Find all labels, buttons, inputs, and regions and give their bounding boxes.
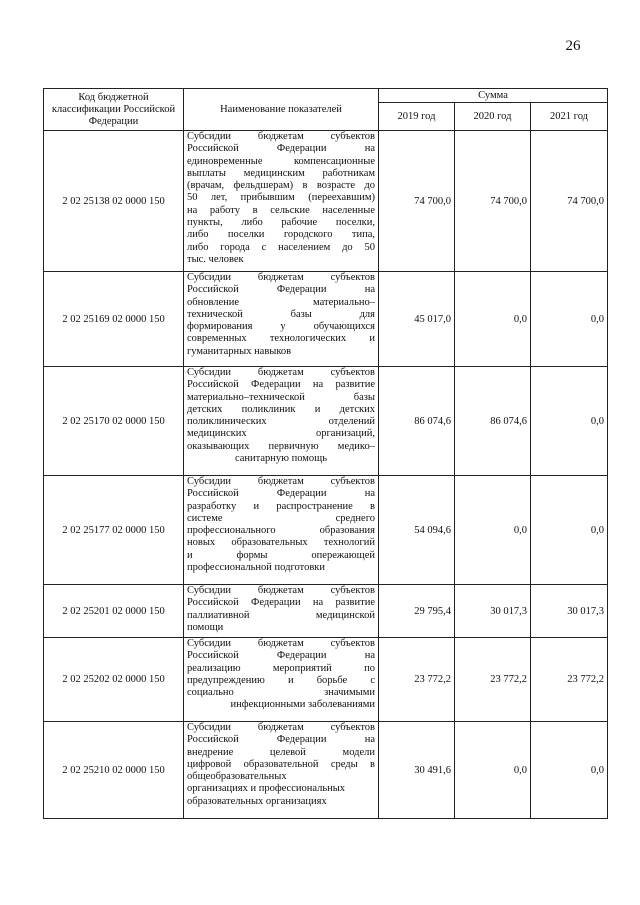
header-year-2021: 2021 год xyxy=(531,103,608,131)
row-name: Субсидии бюджетам субъектов Российской Федерации на единовременные компенсационные выплаты медицинским работникам (врачам, фельдшерам) в возрасте до 50 лет, прибывшим (переехавшим) на работу в сельские населенные пункты, либо рабочие поселки, либо поселки городского типа, либо города с населением до 50 тыс. человек xyxy=(184,131,379,272)
row-name: Субсидии бюджетам субъектов Российской Федерации на разработку и распространение в системе среднего профессионального образования новых образовательных технологий и формы опережающей профессиональной подготовки xyxy=(184,476,379,585)
row-value-2021: 23 772,2 xyxy=(531,638,608,722)
header-name: Наименование показателей xyxy=(184,89,379,131)
row-value-2021: 30 017,3 xyxy=(531,585,608,638)
row-value-2019: 29 795,4 xyxy=(379,585,455,638)
budget-table xyxy=(43,88,608,819)
table-row xyxy=(44,638,608,722)
header-sum: Сумма xyxy=(379,89,608,103)
row-value-2021: 0,0 xyxy=(531,272,608,367)
row-value-2021: 0,0 xyxy=(531,367,608,476)
table-row xyxy=(44,722,608,819)
row-code: 2 02 25138 02 0000 150 xyxy=(44,131,184,272)
row-code: 2 02 25169 02 0000 150 xyxy=(44,272,184,367)
row-code: 2 02 25202 02 0000 150 xyxy=(44,638,184,722)
row-code: 2 02 25210 02 0000 150 xyxy=(44,722,184,819)
row-value-2021: 0,0 xyxy=(531,722,608,819)
row-code: 2 02 25170 02 0000 150 xyxy=(44,367,184,476)
header-year-2020: 2020 год xyxy=(455,103,531,131)
row-name: Субсидии бюджетам субъектов Российской Федерации на реализацию мероприятий по предупреждению и борьбе с социально значимыми инфекционными заболеваниями xyxy=(184,638,379,722)
row-value-2019: 30 491,6 xyxy=(379,722,455,819)
row-value-2020: 23 772,2 xyxy=(455,638,531,722)
header-year-2019: 2019 год xyxy=(379,103,455,131)
row-value-2019: 45 017,0 xyxy=(379,272,455,367)
header-code: Код бюджетной классификации Российской Федерации xyxy=(44,89,184,131)
row-name: Субсидии бюджетам субъектов Российской Федерации на обновление материально– технической базы для формирования у обучающихся современных технологических и гуманитарных навыков xyxy=(184,272,379,367)
row-value-2020: 86 074,6 xyxy=(455,367,531,476)
row-value-2019: 74 700,0 xyxy=(379,131,455,272)
table-row xyxy=(44,585,608,638)
table-row xyxy=(44,476,608,585)
row-value-2020: 0,0 xyxy=(455,722,531,819)
table-row xyxy=(44,367,608,476)
row-name: Субсидии бюджетам субъектов Российской Федерации на развитие паллиативной медицинской помощи xyxy=(184,585,379,638)
row-value-2020: 30 017,3 xyxy=(455,585,531,638)
table-row xyxy=(44,272,608,367)
row-code: 2 02 25201 02 0000 150 xyxy=(44,585,184,638)
table-row xyxy=(44,131,608,272)
table-header xyxy=(44,89,608,131)
row-value-2019: 54 094,6 xyxy=(379,476,455,585)
row-name: Субсидии бюджетам субъектов Российской Федерации на внедрение целевой модели цифровой образовательной среды в общеобразовательных организациях и профессиональных образовательных организациях xyxy=(184,722,379,819)
row-value-2020: 0,0 xyxy=(455,272,531,367)
row-value-2021: 74 700,0 xyxy=(531,131,608,272)
row-value-2020: 0,0 xyxy=(455,476,531,585)
row-value-2020: 74 700,0 xyxy=(455,131,531,272)
row-value-2021: 0,0 xyxy=(531,476,608,585)
row-code: 2 02 25177 02 0000 150 xyxy=(44,476,184,585)
row-value-2019: 23 772,2 xyxy=(379,638,455,722)
row-name: Субсидии бюджетам субъектов Российской Федерации на развитие материально–технической базы детских поликлиник и детских поликлинических отделений медицинских организаций, оказывающих первичную медико– санитарную помощь xyxy=(184,367,379,476)
page-number: 26 xyxy=(565,38,581,54)
row-value-2019: 86 074,6 xyxy=(379,367,455,476)
